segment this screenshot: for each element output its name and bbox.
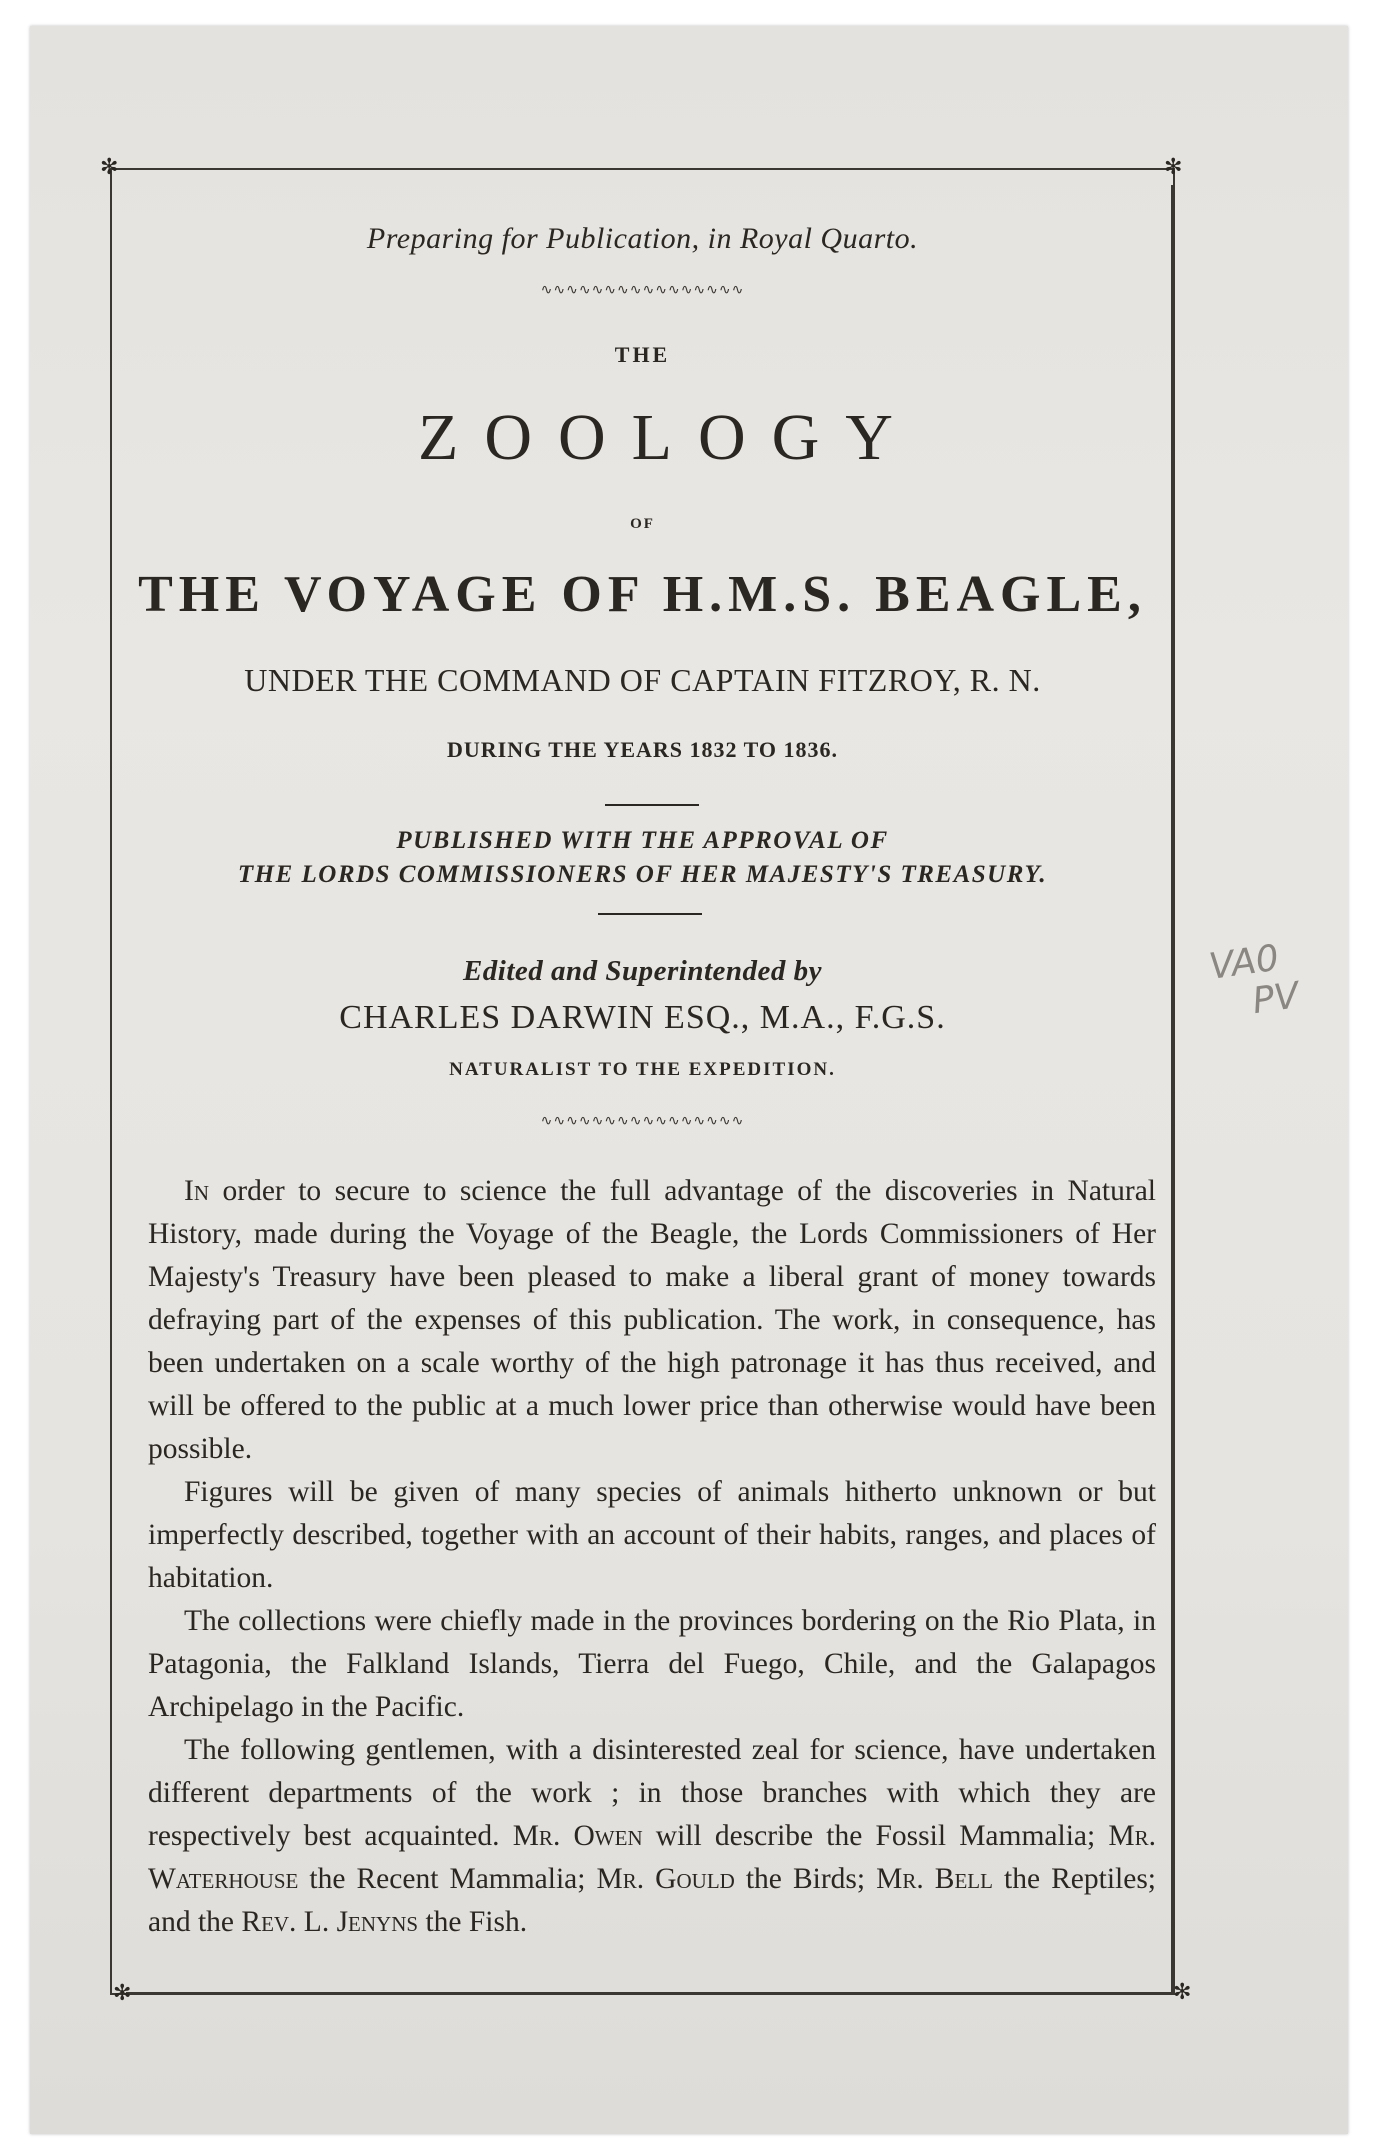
years-line: DURING THE YEARS 1832 TO 1836. [446,737,839,762]
paragraph [148,1170,1156,1471]
corner-ornament-icon: ✻ [1164,155,1183,180]
paragraph-text: order to secure to science the full advantage of the discoveries in Natural History, made during the Voyage of the Beagle, the Lords Commissioners of Her Majesty's Treasury have been pleased to make a liberal grant of money towards defraying part of the expenses of this publication. The work, in consequence, has been undertaken on a scale worthy of the high patronage it has thus received, and will be offered to the public at a much lower price than otherwise would have been possible. [148,1175,1156,1465]
voyage-title: THE VOYAGE OF H.M.S. BEAGLE, [138,566,1147,623]
author-name: Rev. L. Jenyns [241,1906,419,1938]
title-of: OF [630,516,655,532]
page-title: ZOOLOGY [418,401,919,474]
author-name: Mr. Gould [596,1863,735,1895]
author-name: Mr. Bell [876,1863,993,1895]
editor-role: NATURALIST TO THE EXPEDITION. [449,1059,836,1080]
paragraph [148,1729,1156,1944]
command-line: UNDER THE COMMAND OF CAPTAIN FITZROY, R. N. [244,662,1041,698]
body-text [148,1170,1156,1944]
paragraph-text: will describe the Fossil Mammalia; [642,1820,1109,1852]
divider [605,804,699,806]
corner-ornament-icon: ✻ [113,1981,132,2006]
author-name: Mr. Owen [512,1820,643,1852]
paragraph-text: the Recent Mammalia; [298,1863,597,1895]
paragraph-text: The following gentlemen, with a disinterested zeal for science, have undertaken different departments of the work ; in those branches with which they are respectively best acquainted. [148,1734,1156,1852]
edited-by-label: Edited and Superintended by [462,955,823,987]
annotation-line: PV [1249,975,1302,1023]
paragraph-text: the Reptiles; and the [148,1863,1156,1938]
author-name: Mr. Waterhouse [148,1820,1156,1895]
wavy-rule-icon: ∿∿∿∿∿∿∿∿∿∿∿∿∿∿∿∿ [540,282,745,298]
paragraph: The collections were chiefly made in the provinces bordering on the Rio Plata, in Patagonia, the Falkland Islands, Tierra del Fuego, Chile, and the Galapagos Archipelago in the Pacific. [148,1605,1156,1723]
paragraph-text: the Fish. [418,1906,528,1938]
annotation-line: VA0 [1206,937,1282,988]
handwritten-annotation [1207,937,1302,1028]
paragraph-text: the Birds; [734,1863,877,1895]
approval-line-1: PUBLISHED WITH THE APPROVAL OF [396,827,889,854]
editor-name: CHARLES DARWIN ESQ., M.A., F.G.S. [339,999,946,1036]
wavy-rule-icon: ∿∿∿∿∿∿∿∿∿∿∿∿∿∿∿∿ [540,1113,745,1129]
corner-ornament-icon: ✻ [100,155,119,180]
paragraph: Figures will be given of many species of animals hitherto unknown or but imperfectly described, together with an account of their habits, ranges, and places of habitation. [148,1476,1156,1594]
publication-notice: Preparing for Publication, in Royal Quarto. [366,222,919,255]
approval-line-2: THE LORDS COMMISSIONERS OF HER MAJESTY'S TREASURY. [237,861,1048,888]
corner-ornament-icon: ✻ [1173,1980,1192,2005]
divider [598,913,702,915]
drop-lead: In [184,1175,209,1207]
title-article: THE [614,342,671,367]
